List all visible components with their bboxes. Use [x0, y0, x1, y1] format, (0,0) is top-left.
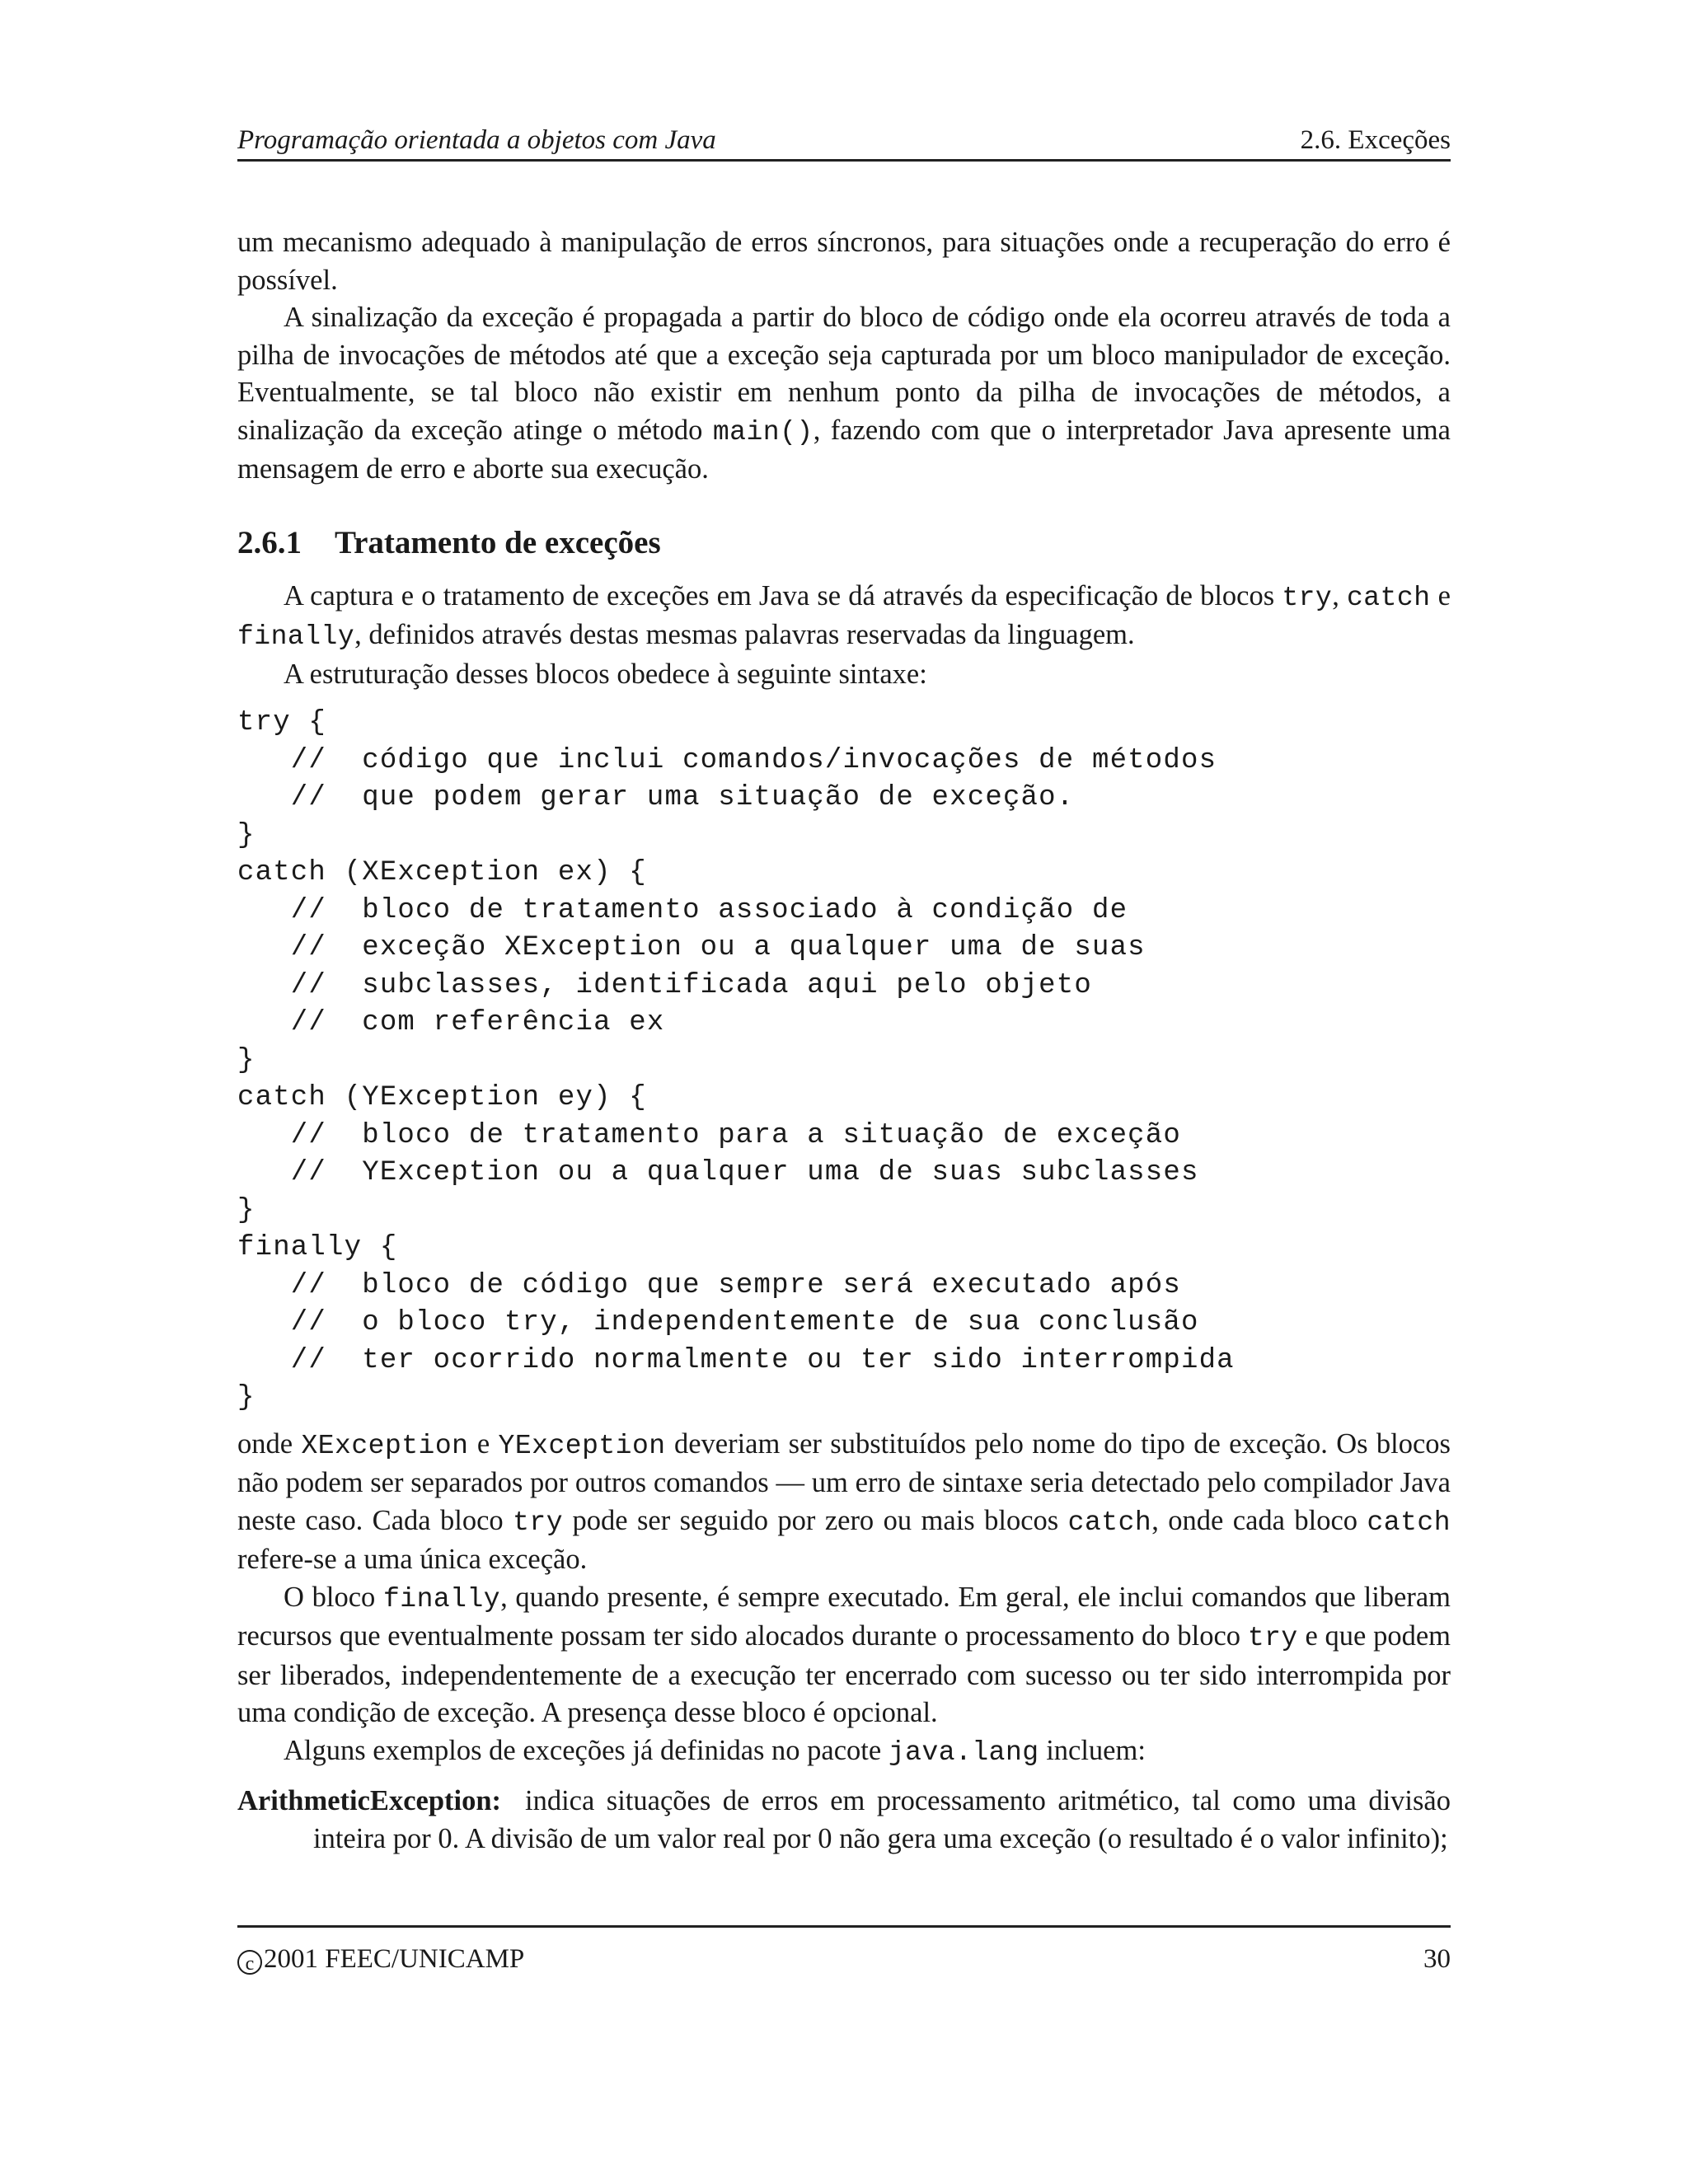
catch-code-2: catch [1367, 1507, 1451, 1538]
footer-copyright [237, 1941, 524, 1977]
examples-text-1: Alguns exemplos de exceções já definidas no pacote [284, 1734, 889, 1766]
intro-text-1: A sinalização da exceção é propagada a partir do bloco de código onde ela ocorreu através de toda a pilha de invocações de métodos até que a exceção seja capturada por um bloco manipulador de exceção. Eventualmente, se tal bloco não existir em nenhum ponto da pilha de invocações de métodos, a sinalização da exceção atinge o método [237, 302, 1451, 446]
footer-copyright-text: 2001 FEEC/UNICAMP [264, 1944, 525, 1974]
capture-text-1: A captura e o tratamento de exceções em Java se dá através da especificação de blocos [284, 579, 1282, 612]
document-page [237, 0, 1451, 2184]
definition-list [237, 1783, 1451, 1858]
running-header [237, 122, 1451, 162]
definition-item [237, 1783, 1451, 1858]
page-footer [237, 1925, 1451, 1977]
intro-paragraph-1: um mecanismo adequado à manipulação de erros síncronos, para situações onde a recuperação do erro é possível. [237, 227, 1451, 296]
syntax-intro: A estruturação desses blocos obedece à seguinte sintaxe: [284, 658, 927, 690]
after-code-text-4: pode ser seguido por zero ou mais blocos [563, 1504, 1068, 1536]
section-number: 2.6.1 [237, 524, 302, 560]
capture-paragraph [237, 578, 1451, 656]
after-code-text-2: e [468, 1427, 499, 1460]
definition-term: ArithmeticException: [237, 1785, 502, 1816]
section-reference: 2.6. Exceções [1300, 125, 1451, 155]
main-method-code: main() [712, 416, 814, 448]
yexception-code: YException [498, 1430, 666, 1461]
finally-keyword: finally [237, 621, 355, 652]
copyright-icon: c [237, 1950, 262, 1975]
examples-text-2: incluem: [1039, 1734, 1146, 1766]
after-code-paragraph [237, 1426, 1451, 1579]
finally-text-3: e que podem ser liberados, independentemente de a execução ter encerrado com sucesso ou ter sido interrompida por uma condição de exceção. A presença desse bloco é opcional. [237, 1620, 1451, 1728]
try-code-2: try [1247, 1623, 1298, 1653]
after-code-text-5: , onde cada bloco [1151, 1504, 1367, 1536]
definition-description: indica situações de erros em processamento aritmético, tal como uma divisão inteira por 0. A divisão de um valor real por 0 não gera uma exceção (o resultado é o valor infinito); [313, 1785, 1451, 1854]
try-code: try [513, 1507, 564, 1538]
syntax-code-block: try { // código que inclui comandos/invocações de métodos // que podem gerar uma situação de exceção. } catch (XException ex) { // bloco de tratamento associado à condição de // exceção XException ou a qualquer uma de suas // subclasses, identificada aqui pelo objeto // com referência ex } catch (YException ey) { // bloco de tratamento para a situação de exceção // YException ou a qualquer uma de suas subclasses } finally { // bloco de código que sempre será executado após // o bloco try, independentemente de sua conclusão // ter ocorrido normalmente ou ter sido interrompida } [237, 707, 1235, 1413]
catch-keyword: catch [1347, 582, 1431, 613]
catch-code: catch [1067, 1507, 1152, 1538]
examples-paragraph [237, 1732, 1451, 1772]
finally-text-1: O bloco [284, 1581, 383, 1613]
page-number: 30 [1423, 1944, 1451, 1974]
try-keyword: try [1282, 582, 1333, 613]
capture-and: e [1430, 579, 1451, 612]
section-heading [237, 523, 1451, 563]
page-body [237, 224, 1451, 1858]
book-title: Programação orientada a objetos com Java [237, 125, 716, 155]
after-code-text-3: deveriam ser substituídos pelo nome do tipo de exceção. Os blocos não podem ser separados por outros comandos — um erro de sintaxe seria detectado pelo compilador Java neste caso. Cada bloco [237, 1427, 1451, 1536]
intro-paragraph-2 [237, 299, 1451, 489]
after-code-text-1: onde [237, 1427, 302, 1460]
intro-text-2: , fazendo com que o interpretador Java apresente uma mensagem de erro e aborte sua execução. [237, 414, 1451, 485]
finally-text-2: , quando presente, é sempre executado. Em geral, ele inclui comandos que liberam recursos que eventualmente possam ter sido alocados durante o processamento do bloco [237, 1581, 1451, 1652]
finally-code: finally [382, 1583, 501, 1615]
capture-text-2: , definidos através destas mesmas palavras reservadas da linguagem. [354, 619, 1135, 650]
java-lang-code: java.lang [888, 1736, 1039, 1768]
finally-paragraph [237, 1579, 1451, 1732]
after-code-text-6: refere-se a uma única exceção. [237, 1544, 588, 1575]
xexception-code: XException [301, 1430, 469, 1461]
capture-comma: , [1332, 579, 1339, 612]
section-title: Tratamento de exceções [335, 524, 661, 560]
